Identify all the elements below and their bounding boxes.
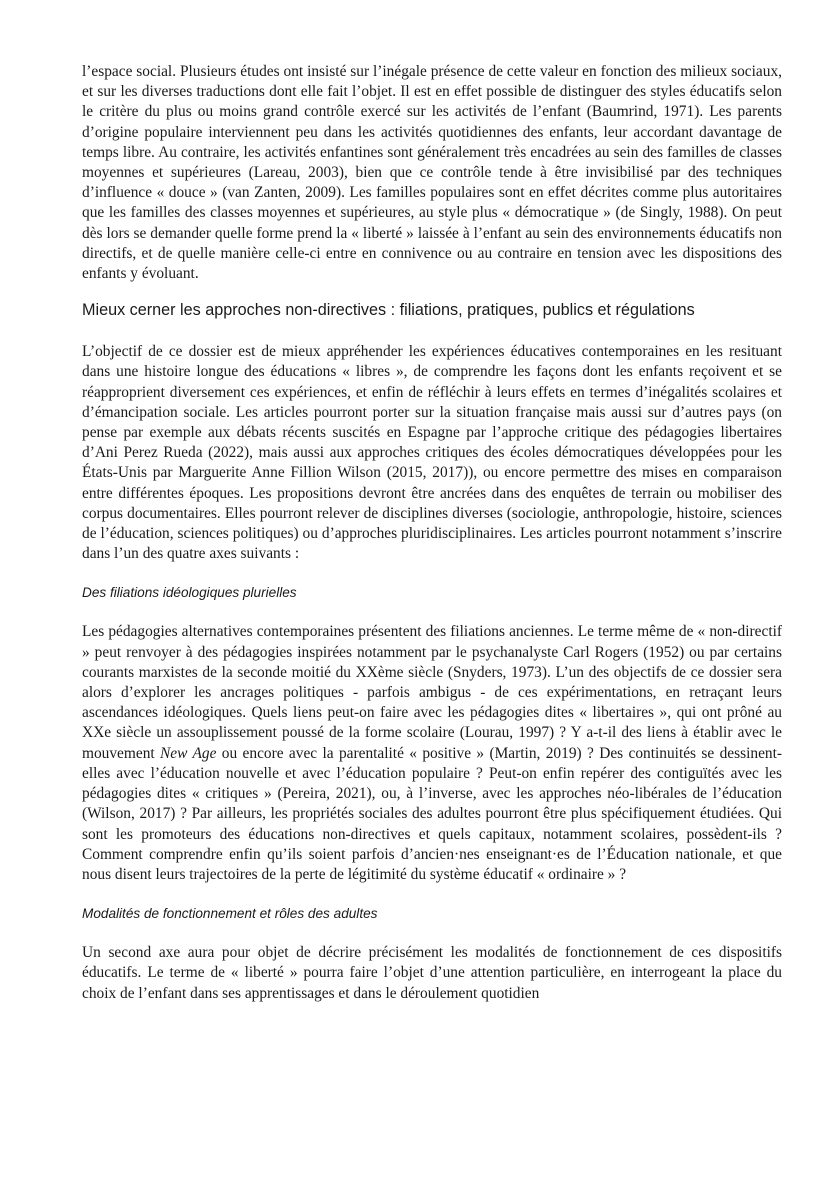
paragraph-axis-1: [82, 622, 782, 885]
paragraph-intro-continuation: l’espace social. Plusieurs études ont insisté sur l’inégale présence de cette valeur en fonction des milieux sociaux, et sur les diverses traductions dont elle fait l’objet. Il est en effet possible de distinguer des styles éducatifs selon le critère du plus ou moins grand contrôle exercé sur les activités de l’enfant (Baumrind, 1971). Les parents d’origine populaire interviennent peu dans les activités quotidiennes des enfants, leur accordant davantage de temps libre. Au contraire, les activités enfantines sont généralement très encadrées au sein des familles de classes moyennes et supérieures (Lareau, 2003), bien que ce contrôle tende à être invisibilisé par des techniques d’influence « douce » (van Zanten, 2009). Les familles populaires sont en effet décrites comme plus autoritaires que les familles des classes moyennes et supérieures, au style plus « démocratique » (de Singly, 1988). On peut dès lors se demander quelle forme prend la « liberté » laissée à l’enfant au sein des environnements éducatifs non directifs, et de quelle manière celle-ci entre en connivence ou au contraire en tension avec les dispositions des enfants y évoluant.: [82, 63, 782, 283]
axis-2-heading: Modalités de fonctionnement et rôles des adultes: [82, 906, 378, 922]
paragraph-axis-1-text-end: ou encore avec la parentalité « positive » (Martin, 2019) ? Des continuités se dessinent-elles avec l’éducation nouvelle et avec l’éducation populaire ? Peut-on enfin repérer des contiguïtés avec les pédagogies dites « critiques » (Pereira, 2021), ou, à l’inverse, avec les approches néo-libérales de l’éducation (Wilson, 2017) ? Par ailleurs, les propriétés sociales des adultes pourront être plus spécifiquement étudiées. Qui sont les promoteurs des éducations non-directives et quels capitaux, notamment scolaires, possèdent-ils ? Comment comprendre enfin qu’ils soient parfois d’ancien·nes enseignant·es de l’Éducation nationale, et que nous disent leurs trajectoires de la perte de légitimité du système éducatif « ordinaire » ?: [82, 744, 783, 883]
axis-1-heading: Des filiations idéologiques plurielles: [82, 585, 297, 601]
paragraph-axis-2: Un second axe aura pour objet de décrire précisément les modalités de fonctionnement de ces dispositifs éducatifs. Le terme de « liberté » pourra faire l’objet d’une attention particulière, en interrogeant la place du choix de l’enfant dans ses apprentissages et dans le déroulement quotidien: [82, 944, 782, 1002]
new-age-term: New Age: [160, 744, 217, 762]
section-heading: Mieux cerner les approches non-directives : filiations, pratiques, publics et régulations: [82, 301, 695, 320]
paragraph-objectives: L’objectif de ce dossier est de mieux appréhender les expériences éducatives contemporaines en les resituant dans une histoire longue des éducations « libres », de comprendre les façons dont les enfants reçoivent et se réapproprient diversement ces expériences, et enfin de réfléchir à leurs effets en termes d’inégalités scolaires et d’émancipation sociale. Les articles pourront porter sur la situation française mais aussi sur d’autres pays (on pense par exemple aux débats récents suscités en Espagne par l’approche critique des pédagogies libertaires d’Ani Perez Rueda (2022), mais aussi aux approches critiques des écoles démocratiques développées pour les États-Unis par Marguerite Anne Fillion Wilson (2015, 2017)), ou encore permettre des mises en comparaison entre différentes époques. Les propositions devront être ancrées dans des enquêtes de terrain ou mobiliser des corpus documentaires. Elles pourront relever de disciplines diverses (sociologie, anthropologie, histoire, sciences de l’éducation, sciences politiques) ou d’approches pluridisciplinaires. Les articles pourront notamment s’inscrire dans l’un des quatre axes suivants :: [82, 343, 782, 563]
document-page: [82, 62, 782, 1004]
paragraph-axis-1-text-start: Les pédagogies alternatives contemporaines présentent des filiations anciennes. Le terme même de « non-directif » peut renvoyer à des pédagogies inspirées notamment par le psychanalyste Carl Rogers (1952) ou par certains courants marxistes de la seconde moitié du XXème siècle (Snyders, 1973). L’un des objectifs de ce dossier sera alors d’explorer les ancrages politiques - parfois ambigus - de ces expérimentations, en retraçant leurs ascendances idéologiques. Quels liens peut-on faire avec les pédagogies dites « libertaires », qui ont prôné au XXe siècle un assouplissement poussé de la forme scolaire (Lourau, 1997) ? Y a-t-il des liens à établir avec le mouvement: [82, 623, 782, 762]
